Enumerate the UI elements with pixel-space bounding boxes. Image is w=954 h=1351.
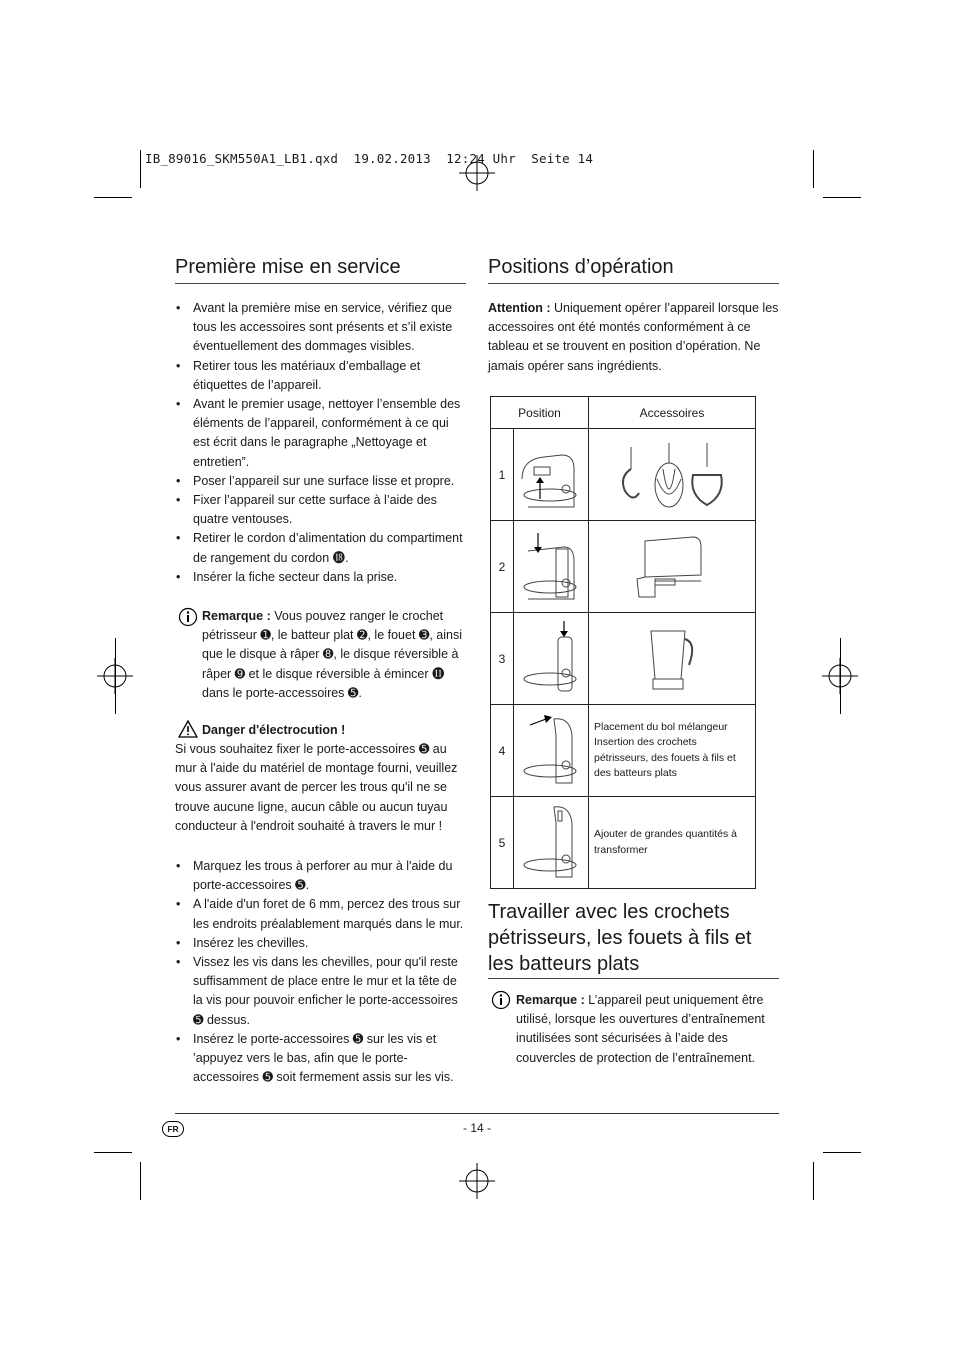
attention-text: Uniquement opérer l’appareil lorsque les accessoires ont été montés conformément à ce tableau et se trouvent en position d’opération. Ne jamais opérer sans ingrédients. <box>488 301 779 373</box>
list-item: • Insérez le porte-accessoires ➎ sur les vis et ’appuyez vers le bas, afin que le porte-accessoires ➎ soit fermement assis sur les vis. <box>175 1030 467 1088</box>
table-row <box>491 521 756 613</box>
bullet-list <box>175 299 467 587</box>
title-rule <box>488 283 779 284</box>
list-item: • Fixer l’appareil sur cette surface à l’aide des quatre ventouses. <box>175 491 467 529</box>
warning-icon <box>178 720 198 738</box>
position-number: 4 <box>491 705 514 797</box>
accessories-cell <box>589 429 756 521</box>
crop-mark <box>823 197 861 198</box>
appliance-diagram <box>514 429 589 521</box>
attention-paragraph <box>488 299 779 376</box>
list-item: • Insérez les chevilles. <box>175 934 467 953</box>
list-item: • A l'aide d'un foret de 6 mm, percez des trous sur les endroits préalablement marqués dans le mur. <box>175 895 467 933</box>
list-item: • Vissez les vis dans les chevilles, pour qu'il reste suffisamment de place entre le mur et la tête de la vis pour pouvoir enficher le porte-accessoires ➎ dessus. <box>175 953 467 1030</box>
table-row <box>491 797 756 889</box>
footer-rule <box>175 1113 779 1114</box>
appliance-diagram <box>514 797 589 889</box>
accessories-cell <box>589 521 756 613</box>
crop-mark <box>115 638 116 714</box>
crop-mark <box>823 1152 861 1153</box>
appliance-diagram <box>514 521 589 613</box>
list-item: • Marquez les trous à perforer au mur à l'aide du porte-accessoires ➎. <box>175 857 467 895</box>
print-header: IB_89016_SKM550A1_LB1.qxd 19.02.2013 12:24 Uhr Seite 14 <box>145 151 594 166</box>
accessories-text: Ajouter de grandes quantités à transformer <box>589 797 756 889</box>
crop-mark <box>140 150 141 188</box>
table-header-position: Position <box>491 397 589 429</box>
title-line: Travailler avec les crochets <box>488 901 730 923</box>
note-label: Remarque : <box>202 609 271 623</box>
list-item: • Retirer le cordon d’alimentation du compartiment de rangement du cordon ⓲. <box>175 529 467 567</box>
note2-text: L’appareil peut uniquement être utilisé, lorsque les ouvertures d’entraînement inutilisées sont sécurisées à l’aide des couvercles de protection de l’entraînement. <box>516 993 765 1065</box>
note2-paragraph <box>516 991 779 1068</box>
language-badge: FR <box>162 1121 184 1137</box>
list-item: • Insérer la fiche secteur dans la prise. <box>175 568 467 587</box>
table-header-accessories: Accessoires <box>589 397 756 429</box>
crop-mark <box>94 197 132 198</box>
position-number: 2 <box>491 521 514 613</box>
list-item: • Avant la première mise en service, vérifiez que tous les accessoires sont présents et s’il existe éventuellement des dommages visibles. <box>175 299 467 357</box>
position-number: 5 <box>491 797 514 889</box>
accessories-cell <box>589 613 756 705</box>
section-title: Positions d’opération <box>488 256 674 278</box>
position-number: 3 <box>491 613 514 705</box>
crop-mark <box>840 638 841 714</box>
crop-mark <box>813 150 814 188</box>
title-line: pétrisseurs, les fouets à fils et <box>488 927 752 949</box>
crop-mark <box>94 1152 132 1153</box>
section-title-2 <box>488 899 751 977</box>
note-paragraph <box>202 607 466 703</box>
section-title: Première mise en service <box>175 256 401 278</box>
list-item: • Retirer tous les matériaux d’emballage et étiquettes de l’appareil. <box>175 357 467 395</box>
positions-table <box>490 396 756 889</box>
crop-mark <box>813 1162 814 1200</box>
danger-label: Danger d'électrocution ! <box>202 723 346 737</box>
crop-mark <box>140 1162 141 1200</box>
info-icon <box>491 990 511 1010</box>
title-line: les batteurs plats <box>488 953 640 975</box>
info-icon <box>178 607 198 627</box>
table-row <box>491 613 756 705</box>
list-item: • Poser l’appareil sur une surface lisse et propre. <box>175 472 467 491</box>
note2-label: Remarque : <box>516 993 585 1007</box>
table-row <box>491 705 756 797</box>
list-item: • Avant le premier usage, nettoyer l’ensemble des éléments de l’appareil, conformément à ce qui est écrit dans le paragraphe „Nettoyage et entretien”. <box>175 395 467 472</box>
danger-text: Si vous souhaitez fixer le porte-accessoires ➎ au mur à l'aide du matériel de montage fourni, veuillez vous assurer avant de percer les trous qu'il ne se trouve aucune ligne, aucun câble ou aucun tuyau conducteur à l'endroit souhaité à travers le mur ! <box>175 742 458 833</box>
appliance-diagram <box>514 705 589 797</box>
position-number: 1 <box>491 429 514 521</box>
title-rule <box>175 283 466 284</box>
page-number: - 14 - <box>462 1121 491 1135</box>
title-rule <box>488 978 779 979</box>
bullet-list <box>175 857 467 1087</box>
appliance-diagram <box>514 613 589 705</box>
table-row <box>491 429 756 521</box>
attention-label: Attention : <box>488 301 551 315</box>
registration-mark-icon <box>459 1163 495 1199</box>
accessories-text: Placement du bol mélangeur Insertion des crochets pétrisseurs, des fouets à fils et des batteurs plats <box>589 705 756 797</box>
note-text: Vous pouvez ranger le crochet pétrisseur ➊, le batteur plat ➋, le fouet ➌, ainsi que le disque à râper ➑, le disque réversible à râper ➒ et le disque réversible à émincer ⓫ dans le porte-accessoires ➎. <box>202 609 463 700</box>
